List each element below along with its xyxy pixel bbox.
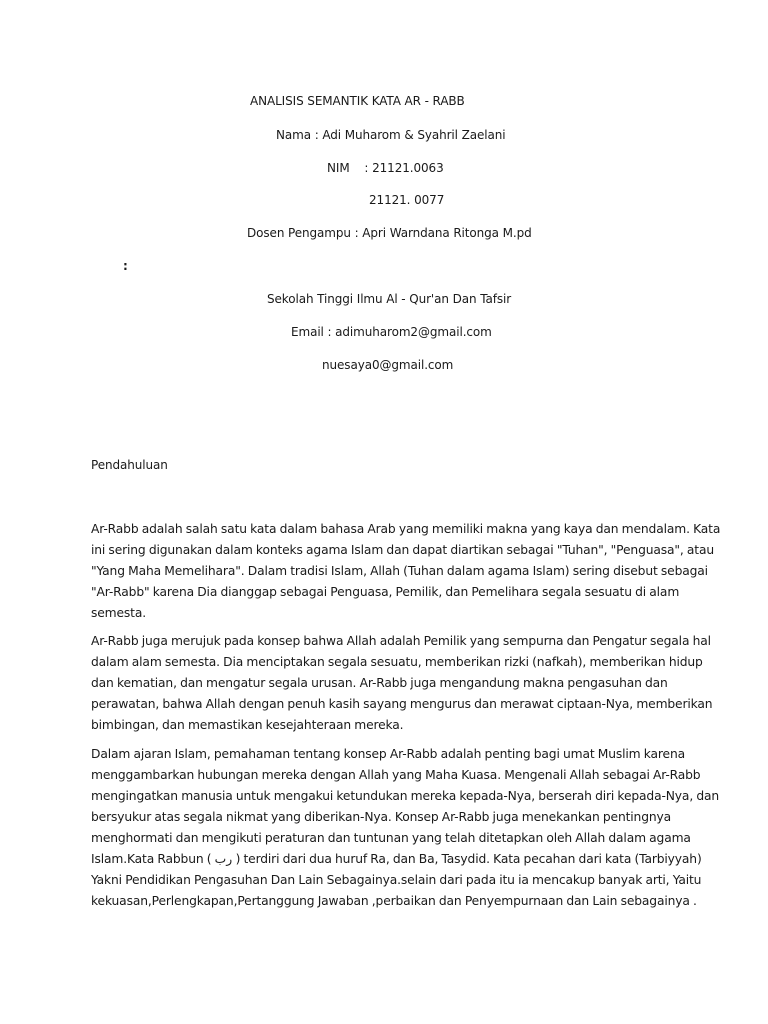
author-names: Nama : Adi Muharom & Syahril Zaelani — [276, 128, 506, 142]
email-line-2: nuesaya0@gmail.com — [322, 358, 454, 372]
paragraph-line: "Yang Maha Memelihara". Dalam tradisi Islam, Allah (Tuhan dalam agama Islam) sering disebut sebagai — [91, 564, 708, 578]
paragraph-line: dan kematian, dan mengatur segala urusan. Ar-Rabb juga mengandung makna pengasuhan dan — [91, 676, 668, 690]
paragraph-line: ini sering digunakan dalam konteks agama Islam dan dapat diartikan sebagai "Tuhan", "Penguasa", atau — [91, 543, 715, 557]
paragraph-line: Yakni Pendidikan Pengasuhan Dan Lain Sebagainya.selain dari pada itu ia mencakup banyak arti, Yaitu — [91, 873, 702, 887]
paragraph-line: kekuasan,Perlengkapan,Pertanggung Jawaban ,perbaikan dan Penyempurnaan dan Lain sebagainya . — [91, 894, 697, 908]
paragraph-line: mengingatkan manusia untuk mengakui ketundukan mereka kepada-Nya, berserah diri kepada-Nya, dan — [91, 789, 720, 803]
email-line: Email : adimuharom2@gmail.com — [291, 325, 492, 339]
paragraph-line: bimbingan, dan memastikan kesejahteraan mereka. — [91, 718, 404, 732]
paragraph-line: "Ar-Rabb" karena Dia dianggap sebagai Penguasa, Pemilik, dan Pemelihara segala sesuatu di alam — [91, 585, 680, 599]
paragraph-line: perawatan, bahwa Allah dengan penuh kasih sayang mengurus dan merawat ciptaan-Nya, memberikan — [91, 697, 713, 711]
paragraph-3 — [91, 744, 720, 912]
paragraph-line: bersyukur atas segala nikmat yang diberikan-Nya. Konsep Ar-Rabb juga menekankan pentingnya — [91, 810, 672, 824]
stray-colon: : — [123, 259, 128, 273]
paragraph-line: Islam.Kata Rabbun ( رب ) terdiri dari dua huruf Ra, dan Ba, Tasydid. Kata pecahan dari kata (Tarbiyyah) — [91, 852, 702, 866]
lecturer-line: Dosen Pengampu : Apri Warndana Ritonga M.pd — [247, 226, 532, 240]
paragraph-line: Dalam ajaran Islam, pemahaman tentang konsep Ar-Rabb adalah penting bagi umat Muslim karena — [91, 747, 685, 761]
paragraph-line: Ar-Rabb juga merujuk pada konsep bahwa Allah adalah Pemilik yang sempurna dan Pengatur segala hal — [91, 634, 711, 648]
paragraph-line: menggambarkan hubungan mereka dengan Allah yang Maha Kuasa. Mengenali Allah sebagai Ar-Rabb — [91, 768, 701, 782]
section-heading: Pendahuluan — [91, 458, 168, 472]
document-title: ANALISIS SEMANTIK KATA AR - RABB — [250, 94, 465, 108]
paragraph-2 — [91, 631, 713, 736]
paragraph-line: semesta. — [91, 606, 146, 620]
institution-name: Sekolah Tinggi Ilmu Al - Qur'an Dan Tafsir — [267, 292, 512, 306]
paragraph-1 — [91, 519, 721, 624]
paragraph-line: menghormati dan mengikuti peraturan dan tuntunan yang telah ditetapkan oleh Allah dalam agama — [91, 831, 691, 845]
paragraph-line: Ar-Rabb adalah salah satu kata dalam bahasa Arab yang memiliki makna yang kaya dan mendalam. Kata — [91, 522, 721, 536]
student-id-2: 21121. 0077 — [369, 193, 445, 207]
paragraph-line: dalam alam semesta. Dia menciptakan segala sesuatu, memberikan rizki (nafkah), memberikan hidup — [91, 655, 703, 669]
student-id-1: NIM : 21121.0063 — [327, 161, 444, 175]
